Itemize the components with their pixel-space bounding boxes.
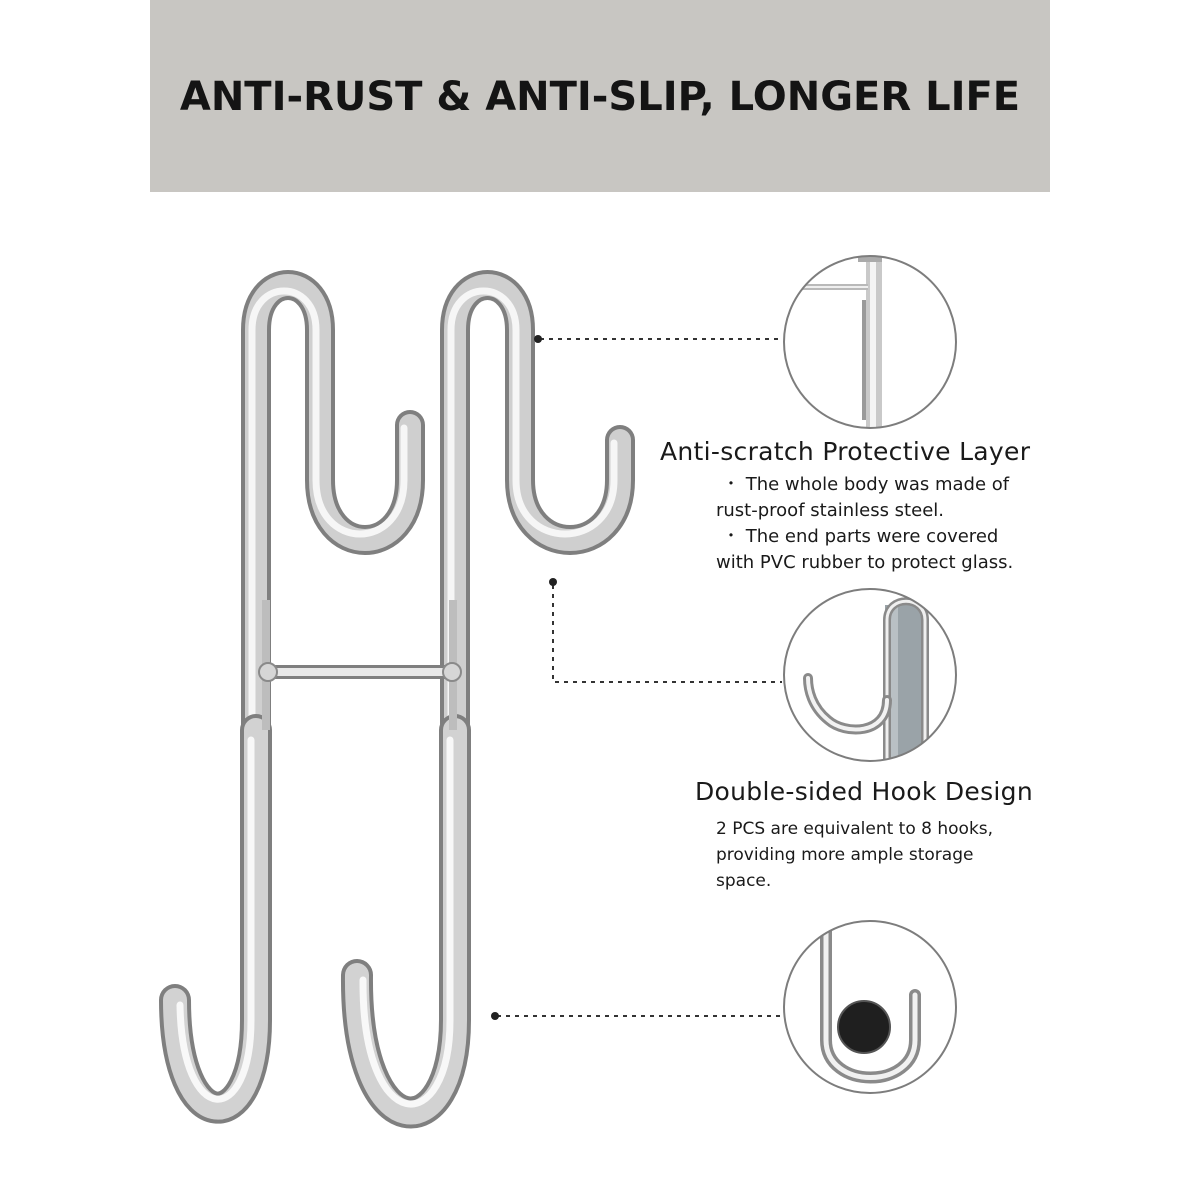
bullet-2-text: The end parts were covered [745,526,999,547]
hook-pair-image [175,285,620,1112]
bullet-2-line-2: with PVC rubber to protect glass. [716,552,1014,573]
left-hook-icon [175,285,410,1108]
bullet-1-line-1 [716,472,1013,498]
bullet-1-text: The whole body was made of [745,474,1010,495]
banner-title: ANTI-RUST & ANTI-SLIP, LONGER LIFE [179,74,1021,120]
double-hook-title: Double-sided Hook Design [695,777,1033,806]
right-hook-icon [357,285,620,1112]
double-hook-line-3: space. [716,871,772,891]
leader-dot-1 [534,335,542,343]
double-hook-line-1: 2 PCS are equivalent to 8 hooks, [716,819,994,839]
leader-dot-3 [491,1012,499,1020]
double-hook-line-2: providing more ample storage [716,845,974,865]
protective-layer-body [716,472,1013,576]
bullet-marker: ・ [722,474,740,495]
leader-dot-2 [549,578,557,586]
bullet-1-line-2: rust-proof stainless steel. [716,500,944,521]
bullet-marker: ・ [722,526,740,547]
detail-circle-rubber-end [784,910,956,1093]
detail-circle-top [784,240,956,440]
connector-rod [259,600,461,730]
double-hook-body [716,816,993,894]
detail-circle-side [784,589,956,765]
protective-layer-title: Anti-scratch Protective Layer [660,437,1031,466]
bullet-2-line-1 [716,524,1013,550]
